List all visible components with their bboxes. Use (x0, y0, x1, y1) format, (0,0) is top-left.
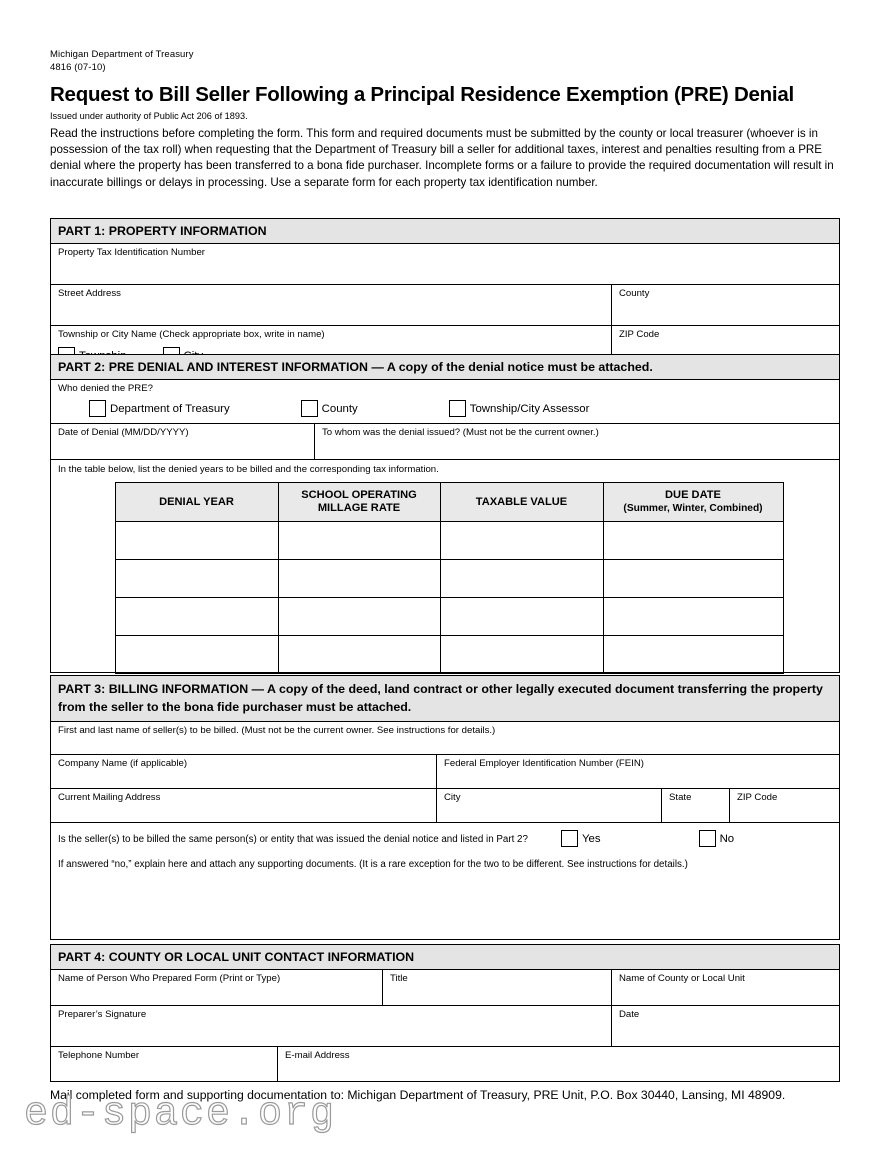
county-label: County (619, 288, 650, 299)
checkbox-yes[interactable] (561, 830, 601, 847)
explanation-textarea[interactable] (58, 871, 839, 923)
agency-name: Michigan Department of Treasury (50, 49, 194, 60)
preparer-title-field[interactable] (383, 970, 612, 1005)
cell-due-date[interactable] (603, 560, 783, 598)
part3-row-same-person (51, 823, 839, 931)
billing-state-label: State (669, 792, 692, 803)
table-row (115, 522, 783, 560)
county-field[interactable] (612, 285, 839, 325)
denial-table-container (51, 460, 839, 686)
company-name-field[interactable] (51, 755, 437, 788)
part1-section (50, 218, 840, 359)
date-of-denial-label: Date of Denial (MM/DD/YYYY) (58, 427, 189, 438)
table-row (115, 598, 783, 636)
cell-denial-year[interactable] (115, 636, 278, 674)
checkbox-township-city-assessor[interactable] (449, 400, 590, 417)
denial-table-note: In the table below, list the denied years to be billed and the corresponding tax information. (58, 464, 439, 475)
part2-row-who-denied (51, 380, 839, 424)
part4-row-preparer (51, 970, 839, 1006)
fein-field[interactable] (437, 755, 839, 788)
part2-heading: PART 2: PRE DENIAL AND INTEREST INFORMATION — A copy of the denial notice must be attached. (51, 355, 839, 380)
form-number: 4816 (07-10) (50, 62, 106, 73)
cell-millage-rate[interactable] (278, 598, 440, 636)
checkbox-department-of-treasury[interactable] (89, 400, 230, 417)
column-header-denial-year-line1: DENIAL YEAR (159, 495, 234, 508)
preparer-date-field[interactable] (612, 1006, 839, 1046)
mailing-address-label: Current Mailing Address (58, 792, 161, 803)
preparer-signature-label: Preparer’s Signature (58, 1009, 147, 1020)
seller-name-field[interactable] (51, 722, 839, 754)
billing-city-field[interactable] (437, 789, 662, 822)
preparer-name-label: Name of Person Who Prepared Form (Print or Type) (58, 973, 281, 984)
checkbox-square-icon[interactable] (561, 830, 578, 847)
explain-instructions-label: If answered “no,” explain here and attach any supporting documents. (It is a rare exception for the two to be different. See instructions for details.) (58, 859, 688, 870)
part3-section (50, 675, 840, 940)
billing-state-field[interactable] (662, 789, 730, 822)
zip-label: ZIP Code (619, 329, 660, 340)
cell-due-date[interactable] (603, 522, 783, 560)
part3-heading-line1: PART 3: BILLING INFORMATION — A copy of the deed, land contract or other legally executed document transferring the property from (58, 682, 823, 714)
column-header-millage-line2: MILLAGE RATE (317, 502, 401, 514)
mailing-instructions: Mail completed form and supporting documentation to: Michigan Department of Treasury, PRE Unit, P.O. Box 30440, Lansing, MI 48909. (50, 1088, 786, 1102)
denial-table-header-row (115, 483, 783, 522)
cell-due-date[interactable] (603, 598, 783, 636)
property-tax-id-label: Property Tax Identification Number (58, 247, 205, 258)
mailing-address-field[interactable] (51, 789, 437, 822)
part4-section (50, 944, 840, 1082)
part3-heading-line2: the seller to the bona fide purchaser must be attached. (89, 700, 412, 714)
column-header-school-operating-millage-rate (278, 483, 440, 522)
checkbox-township-city-assessor-label: Township/City Assessor (469, 402, 590, 415)
preparer-title-label: Title (390, 973, 408, 984)
denial-issued-to-field[interactable] (315, 424, 839, 459)
cell-denial-year[interactable] (115, 560, 278, 598)
township-or-city-label: Township or City Name (Check appropriate box, write in name) (58, 329, 325, 340)
checkbox-square-icon[interactable] (89, 400, 106, 417)
telephone-field[interactable] (51, 1047, 278, 1082)
page-title: Request to Bill Seller Following a Principal Residence Exemption (PRE) Denial (50, 83, 794, 106)
part2-row-denial-details (51, 424, 839, 460)
checkbox-no-label: No (719, 832, 735, 845)
billing-city-label: City (444, 792, 461, 803)
part3-heading (51, 676, 839, 722)
checkbox-county[interactable] (301, 400, 358, 417)
cell-millage-rate[interactable] (278, 560, 440, 598)
preparer-date-label: Date (619, 1009, 640, 1020)
email-label: E-mail Address (285, 1050, 350, 1061)
email-field[interactable] (278, 1047, 839, 1082)
table-row (115, 636, 783, 674)
part1-row-property-id (51, 244, 839, 285)
column-header-denial-year (115, 483, 278, 522)
billing-zip-label: ZIP Code (737, 792, 778, 803)
part4-row-contact (51, 1047, 839, 1082)
column-header-millage-line1: SCHOOL OPERATING (301, 489, 417, 501)
billing-zip-field[interactable] (730, 789, 839, 822)
cell-taxable-value[interactable] (440, 560, 603, 598)
same-person-question-label: Is the seller(s) to be billed the same person(s) or entity that was issued the denial notice and listed in Part 2? (58, 834, 528, 845)
county-or-local-unit-label: Name of County or Local Unit (619, 973, 745, 984)
seller-name-label: First and last name of seller(s) to be billed. (Must not be the current owner. See instructions for details.) (58, 725, 496, 736)
authority-line: Issued under authority of Public Act 206 of 1893. (50, 111, 248, 121)
part3-row-company-fein (51, 755, 839, 789)
column-header-due-date-line1: DUE DATE (665, 489, 721, 501)
cell-denial-year[interactable] (115, 598, 278, 636)
table-row (115, 560, 783, 598)
date-of-denial-field[interactable] (51, 424, 315, 459)
company-name-label: Company Name (if applicable) (58, 758, 188, 769)
telephone-label: Telephone Number (58, 1050, 140, 1061)
instructions-paragraph: Read the instructions before completing the form. This form and required documents must be submitted by the county or local treasurer (whoever is in possession of the tax roll) when requesting that the Department of Treasury bill a seller for additional taxes, interest and penalties resulting from a PRE denial where the property has been transferred to a bona fide purchaser. Incomplete forms or a failure to provide the required documentation will result in inaccurate billings or delays in processing. Use a separate form for each property tax identification number. (50, 127, 834, 189)
denial-table-body (115, 522, 783, 674)
preparer-name-field[interactable] (51, 970, 383, 1005)
part3-row-mailing-address (51, 789, 839, 823)
county-or-local-unit-field[interactable] (612, 970, 839, 1005)
part1-row-address (51, 285, 839, 326)
column-header-taxable-value-line1: TAXABLE VALUE (475, 495, 568, 508)
cell-denial-year[interactable] (115, 522, 278, 560)
cell-millage-rate[interactable] (278, 636, 440, 674)
who-denied-label: Who denied the PRE? (58, 383, 153, 394)
cell-due-date[interactable] (603, 636, 783, 674)
same-person-block (51, 823, 839, 931)
who-denied-field (51, 380, 839, 423)
masthead (50, 48, 194, 74)
part4-heading: PART 4: COUNTY OR LOCAL UNIT CONTACT INFORMATION (51, 945, 839, 970)
part1-heading: PART 1: PROPERTY INFORMATION (51, 219, 839, 244)
street-address-field[interactable] (51, 285, 612, 325)
column-header-taxable-value (440, 483, 603, 522)
cell-taxable-value[interactable] (440, 522, 603, 560)
checkbox-square-icon[interactable] (301, 400, 318, 417)
denial-issued-to-label: To whom was the denial issued? (Must not be the current owner.) (322, 427, 599, 438)
part2-section (50, 354, 840, 673)
fein-label: Federal Employer Identification Number (FEIN) (444, 758, 644, 769)
column-header-due-date (603, 483, 783, 522)
cell-taxable-value[interactable] (440, 636, 603, 674)
checkbox-yes-label: Yes (581, 832, 601, 845)
watermark: ed-space.org (24, 1092, 337, 1137)
checkbox-square-icon[interactable] (699, 830, 716, 847)
checkbox-county-label: County (321, 402, 358, 415)
part4-row-signature (51, 1006, 839, 1047)
checkbox-no[interactable] (699, 830, 735, 847)
cell-millage-rate[interactable] (278, 522, 440, 560)
column-header-due-date-line2: (Summer, Winter, Combined) (623, 503, 763, 514)
preparer-signature-field[interactable] (51, 1006, 612, 1046)
property-tax-id-field[interactable] (51, 244, 839, 284)
checkbox-square-icon[interactable] (449, 400, 466, 417)
cell-taxable-value[interactable] (440, 598, 603, 636)
street-address-label: Street Address (58, 288, 121, 299)
checkbox-department-of-treasury-label: Department of Treasury (110, 402, 230, 415)
denial-year-table (115, 482, 784, 674)
part3-row-seller-name (51, 722, 839, 755)
